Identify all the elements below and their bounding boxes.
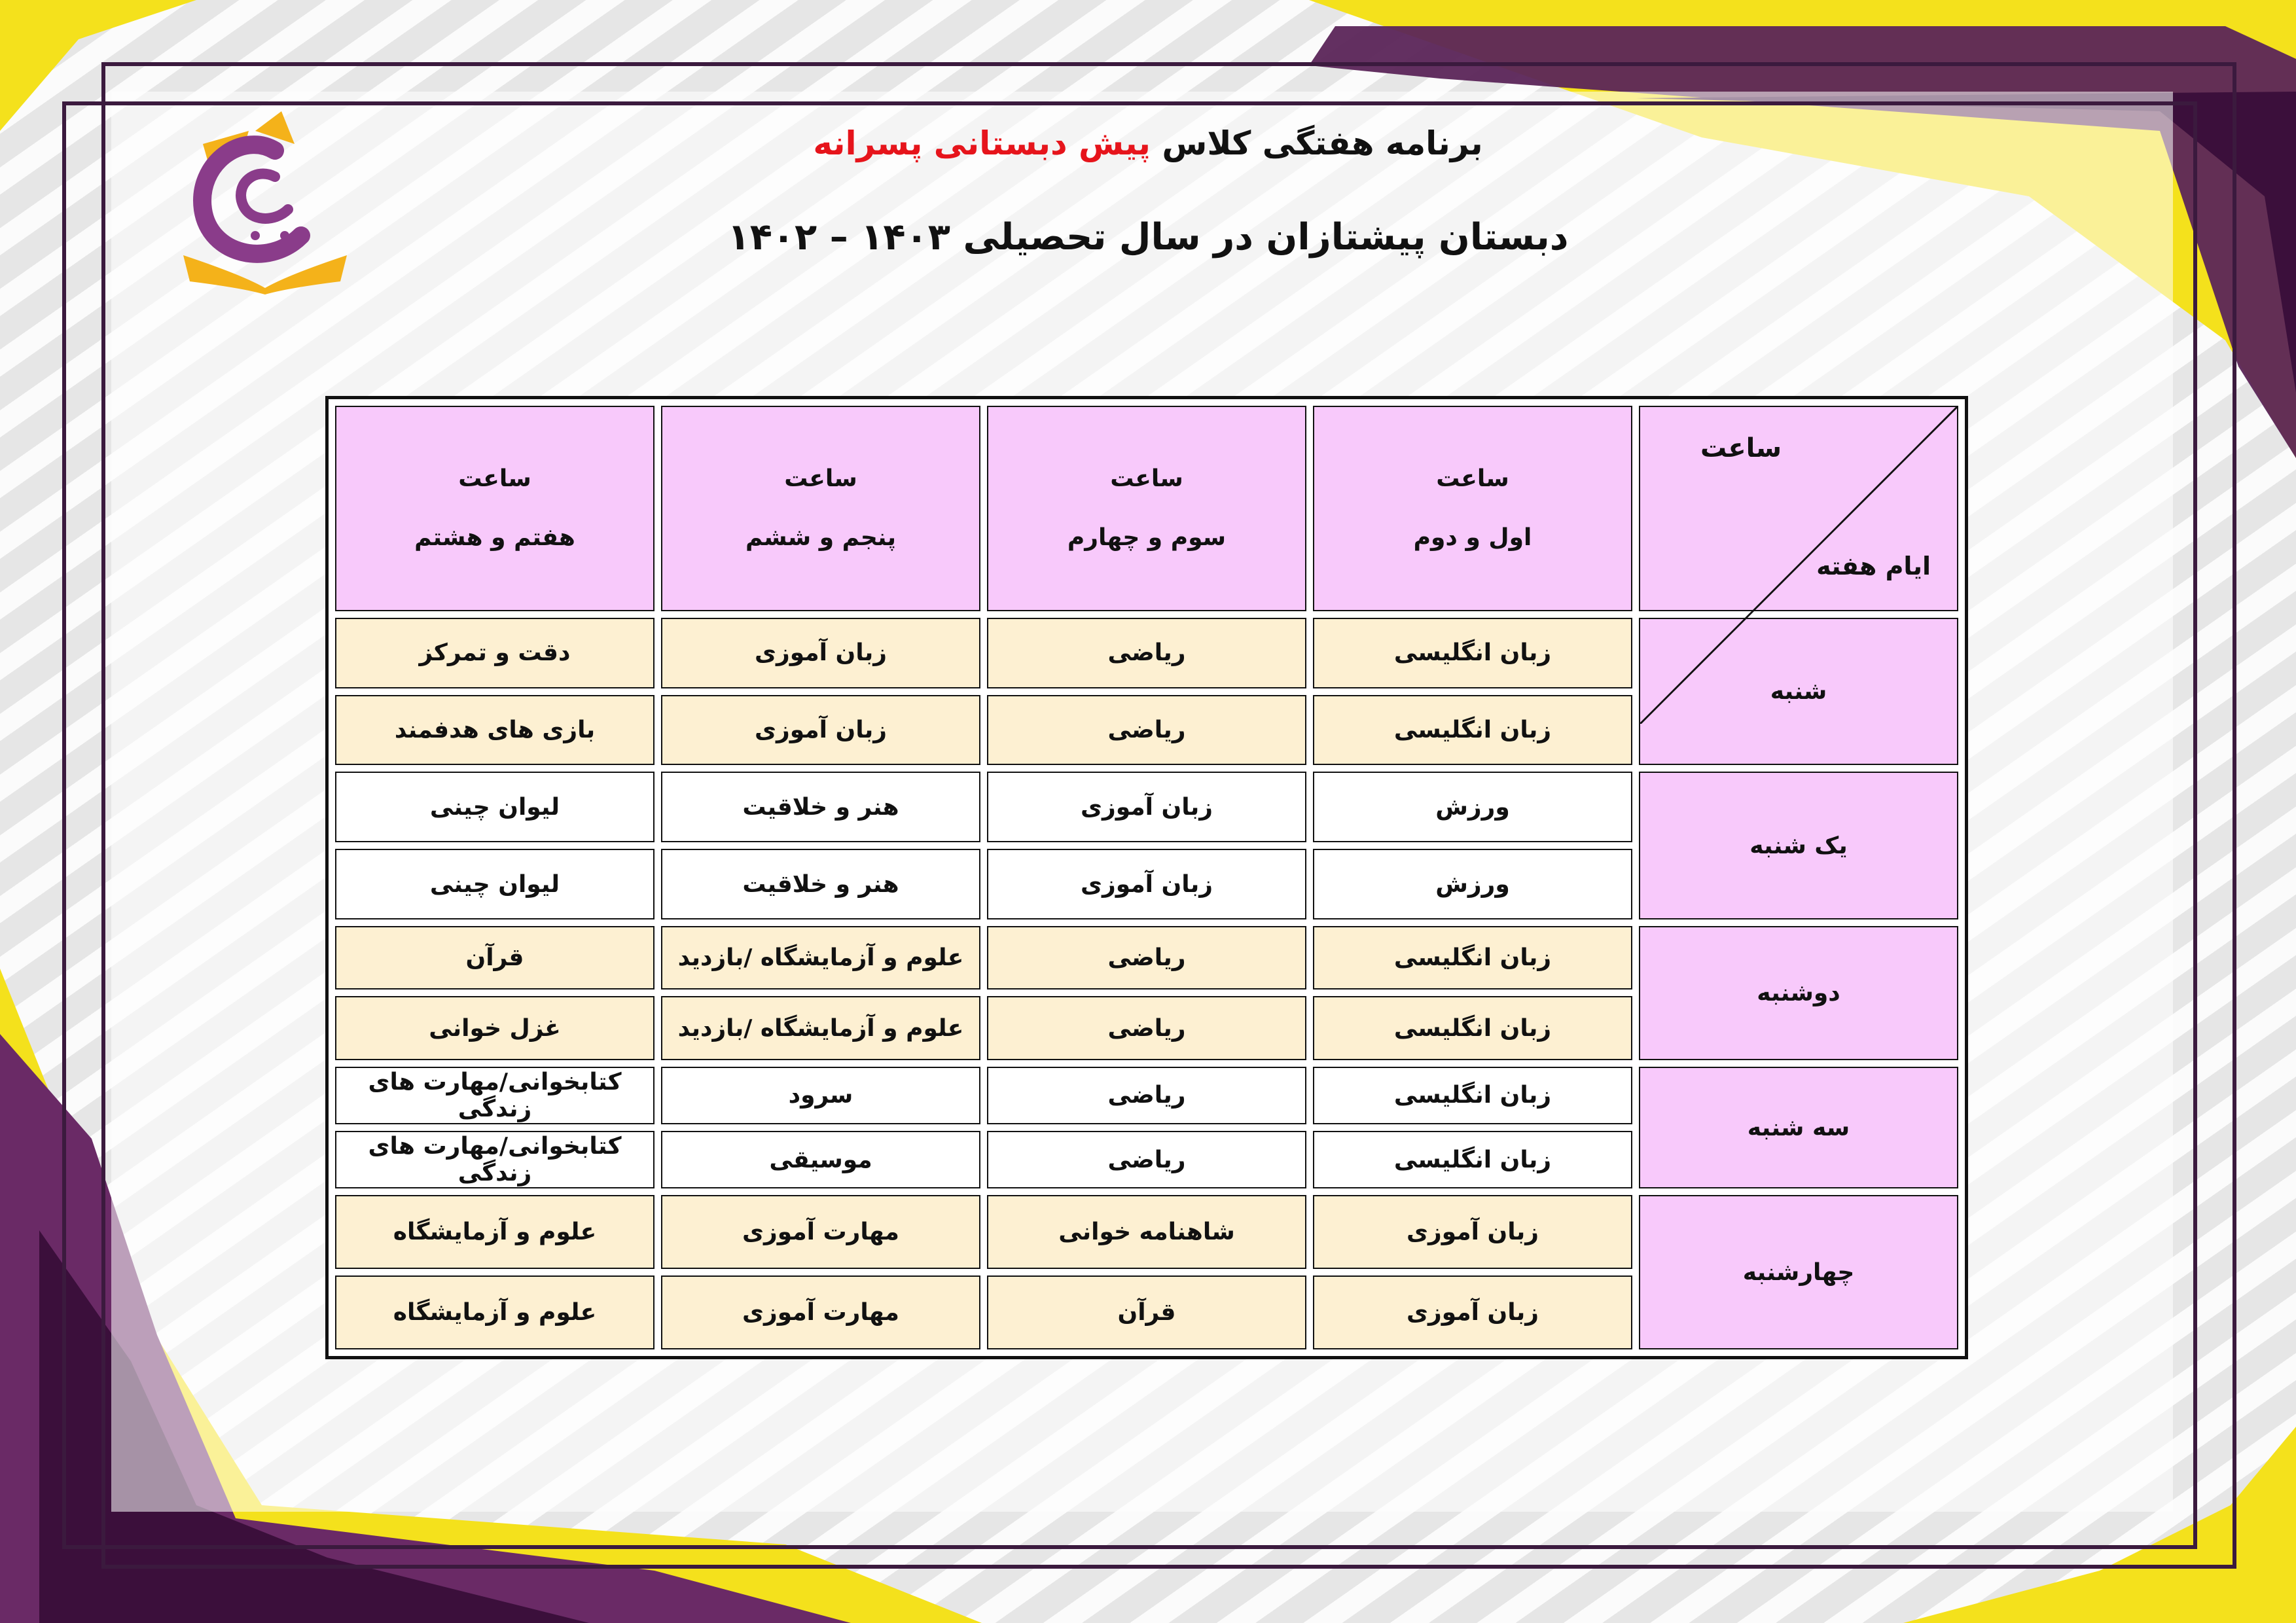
- schedule-cell: علوم و آزمایشگاه: [335, 1275, 655, 1349]
- schedule-cell: زبان آموزی: [661, 695, 980, 766]
- schedule-cell: قرآن: [335, 926, 655, 990]
- schedule-cell: قرآن: [987, 1275, 1306, 1349]
- schedule-cell: علوم و آزمایشگاه /بازدید: [661, 996, 980, 1060]
- day-cell: سه شنبه: [1639, 1067, 1958, 1188]
- schedule-cell: زبان انگلیسی: [1313, 1067, 1632, 1124]
- schedule-cell: ورزش: [1313, 849, 1632, 919]
- schedule-cell: زبان آموزی: [1313, 1195, 1632, 1269]
- schedule-cell: مهارت آموزی: [661, 1195, 980, 1269]
- schedule-cell: علوم و آزمایشگاه: [335, 1195, 655, 1269]
- schedule-cell: هنر و خلاقیت: [661, 849, 980, 919]
- schedule-cell: موسیقی: [661, 1131, 980, 1188]
- column-header-line2: پنجم و ششم: [745, 524, 897, 551]
- schedule-cell: ریاضی: [987, 926, 1306, 990]
- schedule-cell: زبان انگلیسی: [1313, 618, 1632, 688]
- column-header: [987, 406, 1306, 611]
- column-header: [335, 406, 655, 611]
- corner-hours-label: ساعت: [1700, 433, 1782, 463]
- page-subtitle: دبستان پیشتازان در سال تحصیلی ۱۴۰۳ – ۱۴۰۲: [727, 216, 1569, 259]
- column-header-line1: ساعت: [1110, 465, 1183, 492]
- column-header-line2: اول و دوم: [1413, 524, 1532, 551]
- schedule-cell: ریاضی: [987, 996, 1306, 1060]
- schedule-cell: علوم و آزمایشگاه /بازدید: [661, 926, 980, 990]
- corner-days-label: ایام هفته: [1816, 552, 1931, 580]
- schedule-cell: زبان انگلیسی: [1313, 996, 1632, 1060]
- schedule-cell: زبان آموزی: [1313, 1275, 1632, 1349]
- schedule-cell: سرود: [661, 1067, 980, 1124]
- schedule-cell: غزل خوانی: [335, 996, 655, 1060]
- title-highlight: پیش دبستانی پسرانه: [813, 124, 1151, 162]
- schedule-cell: بازی های هدفمند: [335, 695, 655, 766]
- schedule-cell: هنر و خلاقیت: [661, 772, 980, 842]
- column-header-line2: سوم و چهارم: [1067, 524, 1227, 551]
- schedule-cell: مهارت آموزی: [661, 1275, 980, 1349]
- schedule-cell: شاهنامه خوانی: [987, 1195, 1306, 1269]
- schedule-cell: ریاضی: [987, 618, 1306, 688]
- weekly-schedule-table: [325, 396, 1968, 1359]
- column-header-line2: هفتم و هشتم: [414, 524, 575, 551]
- title-prefix: برنامه هفتگی کلاس: [1162, 124, 1483, 162]
- day-cell: چهارشنبه: [1639, 1195, 1958, 1349]
- day-cell: شنبه: [1639, 618, 1958, 765]
- schedule-cell: ریاضی: [987, 1067, 1306, 1124]
- schedule-cell: زبان انگلیسی: [1313, 926, 1632, 990]
- schedule-cell: زبان آموزی: [661, 618, 980, 688]
- schedule-cell: زبان آموزی: [987, 849, 1306, 919]
- schedule-cell: کتابخوانی/مهارت های زندگی: [335, 1131, 655, 1188]
- schedule-cell: ورزش: [1313, 772, 1632, 842]
- day-cell: دوشنبه: [1639, 926, 1958, 1060]
- schedule-cell: لیوان چینی: [335, 849, 655, 919]
- page-title: [0, 124, 2296, 162]
- schedule-cell: زبان آموزی: [987, 772, 1306, 842]
- schedule-cell: دقت و تمرکز: [335, 618, 655, 688]
- column-header: [661, 406, 980, 611]
- schedule-cell: لیوان چینی: [335, 772, 655, 842]
- column-header-line1: ساعت: [1436, 465, 1509, 492]
- column-header-line1: ساعت: [784, 465, 857, 492]
- schedule-cell: ریاضی: [987, 695, 1306, 766]
- schedule-cell: زبان انگلیسی: [1313, 1131, 1632, 1188]
- schedule-cell: زبان انگلیسی: [1313, 695, 1632, 766]
- column-header-line1: ساعت: [458, 465, 531, 492]
- corner-header-cell: [1639, 406, 1958, 611]
- schedule-cell: کتابخوانی/مهارت های زندگی: [335, 1067, 655, 1124]
- column-header: [1313, 406, 1632, 611]
- schedule-cell: ریاضی: [987, 1131, 1306, 1188]
- day-cell: یک شنبه: [1639, 772, 1958, 919]
